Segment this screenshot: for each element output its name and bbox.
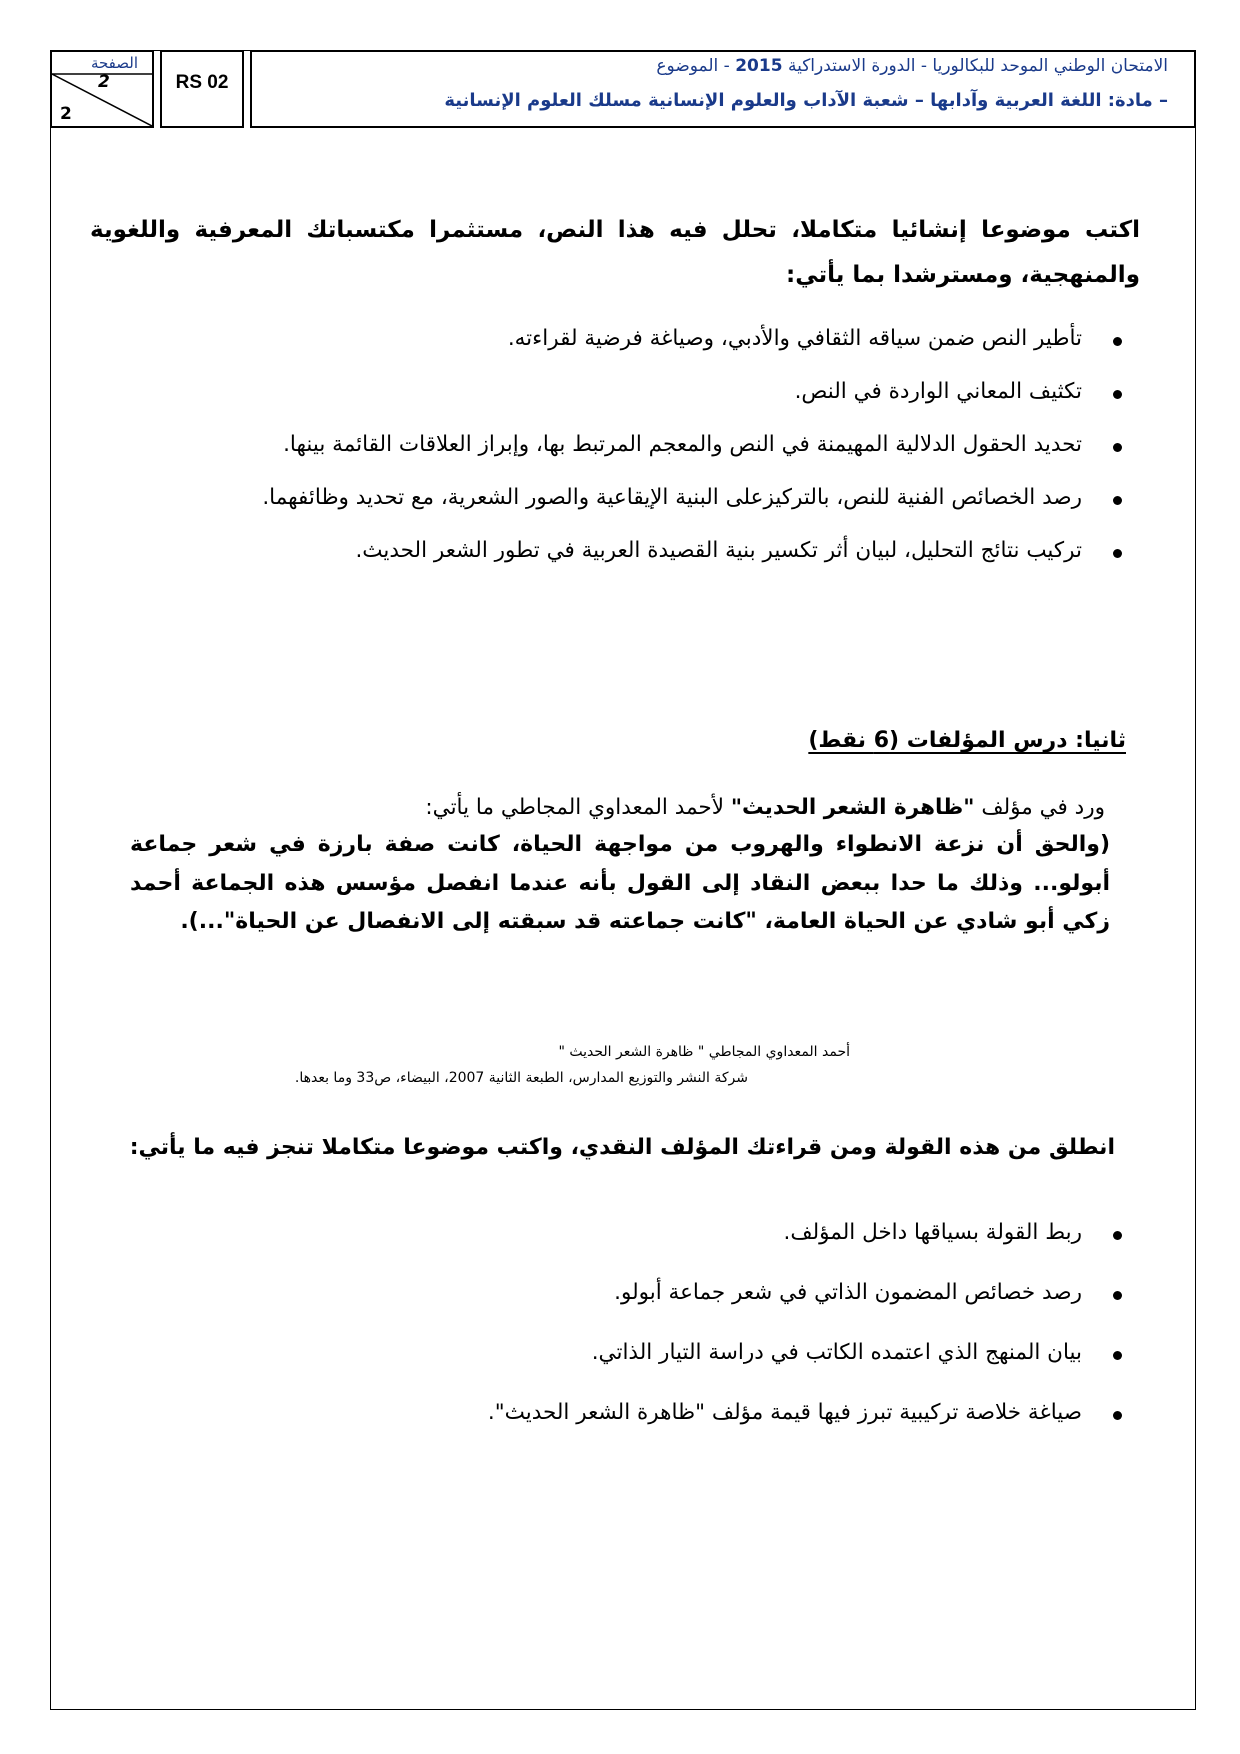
bullet-icon bbox=[1113, 390, 1122, 399]
bullet-icon bbox=[1113, 1351, 1122, 1360]
page-label: الصفحة bbox=[90, 54, 138, 72]
part2-title: ثانيا: درس المؤلفات (6 نقط) bbox=[808, 728, 1126, 753]
list-item bbox=[140, 1278, 1140, 1308]
page-number-box bbox=[50, 50, 154, 128]
reference-line2: شركة النشر والتوزيع المدارس، الطبعة الثانية 2007، البيضاء، ص33 وما بعدها. bbox=[294, 1070, 748, 1086]
page-total: 2 bbox=[60, 104, 72, 124]
exam-title-box bbox=[250, 50, 1196, 128]
reference-line1: أحمد المعداوي المجاطي " ظاهرة الشعر الحديث " bbox=[558, 1044, 850, 1060]
list-item-text: تكثيف المعاني الواردة في النص. bbox=[794, 379, 1082, 405]
source-book-title: "ظاهرة الشعر الحديث" bbox=[730, 795, 975, 820]
list-item-text: تحديد الحقول الدلالية المهيمنة في النص والمعجم المرتبط بها، وإبراز العلاقات القائمة بينها. bbox=[283, 432, 1082, 458]
list-item bbox=[90, 536, 1140, 566]
list-item-text: رصد خصائص المضمون الذاتي في شعر جماعة أبولو. bbox=[614, 1280, 1082, 1306]
source-after: لأحمد المعداوي المجاطي ما يأتي: bbox=[425, 795, 731, 820]
part2-guidelines bbox=[140, 1218, 1140, 1458]
exam-header bbox=[50, 50, 1196, 128]
list-item bbox=[90, 377, 1140, 407]
list-item-text: تأطير النص ضمن سياقه الثقافي والأدبي، وصياغة فرضية لقراءته. bbox=[507, 326, 1082, 351]
list-item bbox=[140, 1338, 1140, 1368]
bullet-icon bbox=[1113, 443, 1122, 452]
list-item bbox=[90, 324, 1140, 354]
bullet-icon bbox=[1113, 1291, 1122, 1300]
list-item bbox=[140, 1218, 1140, 1248]
bullet-icon bbox=[1113, 1411, 1122, 1420]
page-current: 2 bbox=[98, 72, 110, 92]
list-item-text: ربط القولة بسياقها داخل المؤلف. bbox=[783, 1220, 1082, 1245]
quotation: (والحق أن نزعة الانطواء والهروب من مواجهة الحياة، كانت صفة بارزة في شعر جماعة أبولو... وذلك ما حدا ببعض النقاد إلى القول بأنه عندما انفصل مؤسس هذه الجماعة أحمد زكي أبو شادي عن الحياة العامة، "كانت جماعته قد سبقته إلى الانفصال عن الحياة"...). bbox=[130, 832, 1110, 934]
list-item bbox=[140, 1398, 1140, 1428]
exam-title-line2: – مادة: اللغة العربية وآدابها – شعبة الآداب والعلوم الإنسانية مسلك العلوم الإنسانية bbox=[444, 90, 1168, 111]
list-item bbox=[90, 430, 1140, 460]
bullet-icon bbox=[1113, 549, 1122, 558]
list-item-text: رصد الخصائص الفنية للنص، بالتركيزعلى البنية الإيقاعية والصور الشعرية، مع تحديد وظائفهما. bbox=[262, 485, 1082, 511]
part1-instruction: اكتب موضوعا إنشائيا متكاملا، تحلل فيه هذا النص، مستثمرا مكتسباتك المعرفية واللغوية والمنهجية، ومسترشدا بما يأتي: bbox=[90, 217, 1140, 288]
exam-year: 2015 bbox=[735, 56, 783, 76]
exam-code: RS 02 bbox=[175, 72, 229, 93]
bullet-icon bbox=[1113, 496, 1122, 505]
exam-session: الامتحان الوطني الموحد للبكالوريا - الدورة الاستدراكية bbox=[787, 56, 1168, 76]
part2-source-intro bbox=[90, 795, 1105, 820]
list-item-text: بيان المنهج الذي اعتمده الكاتب في دراسة التيار الذاتي. bbox=[591, 1340, 1082, 1366]
exam-subject-label: - الموضوع bbox=[656, 56, 730, 76]
exam-title-line1 bbox=[262, 56, 1168, 76]
part1-guidelines bbox=[90, 324, 1140, 589]
exam-code-box bbox=[160, 50, 244, 128]
part2-task: انطلق من هذه القولة ومن قراءتك المؤلف النقدي، واكتب موضوعا متكاملا تنجز فيه ما يأتي: bbox=[129, 1135, 1115, 1160]
bullet-icon bbox=[1113, 1231, 1122, 1240]
bullet-icon bbox=[1113, 337, 1122, 346]
list-item-text: صياغة خلاصة تركيبية تبرز فيها قيمة مؤلف "ظاهرة الشعر الحديث". bbox=[487, 1400, 1082, 1426]
source-before: ورد في مؤلف bbox=[974, 795, 1105, 820]
list-item bbox=[90, 483, 1140, 513]
list-item-text: تركيب نتائج التحليل، لبيان أثر تكسير بنية القصيدة العربية في تطور الشعر الحديث. bbox=[355, 538, 1082, 564]
